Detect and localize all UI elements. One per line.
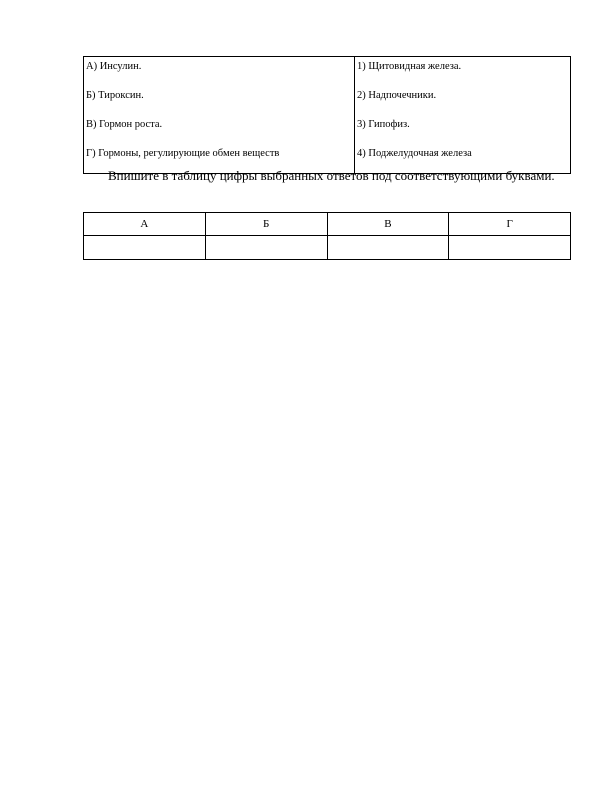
answer-header-a: А <box>84 213 206 236</box>
answer-header-b: Б <box>205 213 327 236</box>
right-item-2: 2) Надпочечники. <box>357 90 437 101</box>
answer-cell-b[interactable] <box>205 236 327 260</box>
answer-cell-a[interactable] <box>84 236 206 260</box>
answer-cell-g[interactable] <box>449 236 571 260</box>
answer-header-g: Г <box>449 213 571 236</box>
answer-input-row <box>84 236 571 260</box>
left-item-v: В) Гормон роста. <box>86 119 163 130</box>
left-item-a: А) Инсулин. <box>86 61 142 72</box>
instruction-text: Впишите в таблицу цифры выбранных ответов под соответствующими буквами. <box>108 168 555 183</box>
right-item-3: 3) Гипофиз. <box>357 119 410 130</box>
left-column <box>84 57 355 174</box>
left-item-g: Г) Гормоны, регулирующие обмен веществ <box>86 148 280 159</box>
right-item-4: 4) Поджелудочная железа <box>357 148 472 159</box>
right-item-1: 1) Щитовидная железа. <box>357 61 462 72</box>
answer-cell-v[interactable] <box>327 236 449 260</box>
right-column <box>355 57 571 174</box>
answer-header-row <box>84 213 571 236</box>
left-item-b: Б) Тироксин. <box>86 90 144 101</box>
answer-table <box>83 212 571 260</box>
answer-header-v: В <box>327 213 449 236</box>
matching-table <box>83 56 571 174</box>
